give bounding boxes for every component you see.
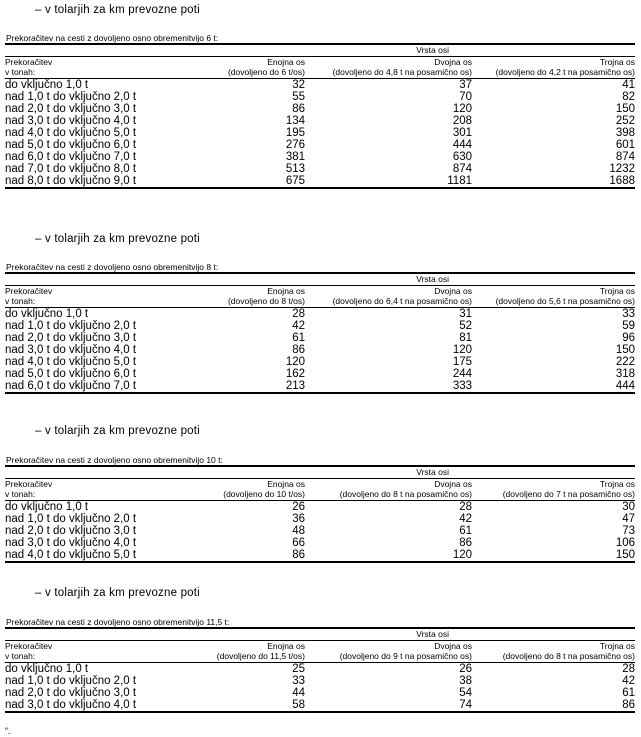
row-label: do vključno 1,0 t	[5, 79, 89, 91]
cell-value: 398	[615, 127, 635, 139]
column-headers	[5, 641, 635, 662]
cell-value: 31	[459, 308, 472, 320]
row-label: nad 3,0 t do vključno 4,0 t	[5, 344, 137, 356]
table-caption: Prekoračitev na cesti z dovoljeno osno obremenitvijo 8 t:	[6, 262, 219, 272]
cell-value: 44	[292, 687, 305, 699]
cell-value: 73	[622, 525, 635, 537]
cell-value: 38	[459, 675, 472, 687]
cell-value: 150	[615, 549, 635, 561]
cell-value: 58	[292, 699, 305, 711]
table-caption: Prekoračitev na cesti z dovoljeno osno obremenitvijo 10 t:	[6, 455, 223, 465]
cell-value: 601	[615, 139, 635, 151]
column-headers	[5, 286, 635, 307]
table-section-10t	[5, 455, 635, 563]
row-label: nad 8,0 t do vključno 9,0 t	[5, 175, 137, 187]
table-row	[5, 663, 635, 675]
col-header-line: Prekoračitev	[5, 57, 53, 67]
row-label: nad 1,0 t do vključno 2,0 t	[5, 91, 137, 103]
axle-type-header: Vrsta osi	[416, 274, 449, 284]
section-heading: – v tolarjih za km prevozne poti	[35, 4, 200, 16]
cell-value: 675	[285, 175, 305, 187]
cell-value: 1232	[609, 163, 635, 175]
cell-value: 874	[452, 163, 472, 175]
table-caption: Prekoračitev na cesti z dovoljeno osno obremenitvijo 11,5 t:	[6, 617, 230, 627]
col-header-line: v tonah:	[5, 66, 36, 77]
axle-type-header: Vrsta osi	[416, 629, 449, 639]
col-header-line: (dovoljeno do 11,5 t/os)	[216, 650, 305, 661]
cell-value: 630	[452, 151, 472, 163]
table-section-8t	[5, 262, 635, 394]
row-label: do vključno 1,0 t	[5, 663, 89, 675]
table-row	[5, 151, 635, 163]
col-header-line: v tonah:	[5, 488, 36, 499]
column-headers	[5, 479, 635, 500]
cell-value: 120	[452, 103, 472, 115]
cell-value: 66	[292, 537, 305, 549]
divider	[5, 187, 635, 189]
row-label: nad 3,0 t do vključno 4,0 t	[5, 115, 137, 127]
section-heading: – v tolarjih za km prevozne poti	[35, 425, 200, 437]
cell-value: 32	[292, 79, 305, 91]
row-label: nad 5,0 t do vključno 6,0 t	[5, 139, 137, 151]
table-body	[5, 308, 635, 392]
cell-value: 52	[459, 320, 472, 332]
cell-value: 381	[285, 151, 305, 163]
row-label: nad 1,0 t do vključno 2,0 t	[5, 675, 137, 687]
col-header-line: Prekoračitev	[5, 479, 53, 489]
cell-value: 86	[292, 549, 305, 561]
cell-value: 252	[615, 115, 635, 127]
divider	[5, 711, 635, 713]
cell-value: 333	[452, 380, 472, 392]
table-row	[5, 163, 635, 175]
cell-value: 26	[459, 663, 472, 675]
cell-value: 25	[292, 663, 305, 675]
cell-value: 175	[452, 356, 472, 368]
col-header-line: (dovoljeno do 9 t na posamično os)	[339, 650, 472, 661]
cell-value: 208	[452, 115, 472, 127]
cell-value: 42	[292, 320, 305, 332]
col-header-line: (dovoljeno do 10 t/os)	[223, 488, 305, 499]
col-header-line: Enojna os	[267, 641, 305, 651]
table-body	[5, 79, 635, 187]
col-header-line: (dovoljeno do 8 t na posamično os)	[339, 488, 472, 499]
table-row	[5, 332, 635, 344]
cell-value: 120	[452, 549, 472, 561]
col-header-line: Prekoračitev	[5, 641, 53, 651]
cell-value: 513	[285, 163, 305, 175]
cell-value: 74	[459, 699, 472, 711]
cell-value: 42	[459, 513, 472, 525]
row-label: nad 4,0 t do vključno 5,0 t	[5, 356, 137, 368]
cell-value: 874	[615, 151, 635, 163]
cell-value: 26	[292, 501, 305, 513]
table-row	[5, 139, 635, 151]
col-header-line: Enojna os	[267, 286, 305, 296]
cell-value: 33	[622, 308, 635, 320]
table-row	[5, 356, 635, 368]
col-header-line: v tonah:	[5, 295, 36, 306]
col-header-line: Enojna os	[267, 57, 305, 67]
divider	[5, 392, 635, 394]
col-header-line: Dvojna os	[434, 479, 472, 489]
table-row	[5, 344, 635, 356]
cell-value: 61	[292, 332, 305, 344]
table-row	[5, 308, 635, 320]
cell-value: 96	[622, 332, 635, 344]
table-row	[5, 380, 635, 392]
axle-type-header: Vrsta osi	[416, 45, 449, 55]
row-label: nad 4,0 t do vključno 5,0 t	[5, 127, 137, 139]
cell-value: 55	[292, 91, 305, 103]
table-row	[5, 687, 635, 699]
table-row	[5, 525, 635, 537]
row-label: nad 3,0 t do vključno 4,0 t	[5, 537, 137, 549]
cell-value: 36	[292, 513, 305, 525]
row-label: nad 6,0 t do vključno 7,0 t	[5, 151, 137, 163]
table-row	[5, 320, 635, 332]
cell-value: 213	[285, 380, 305, 392]
col-header-line: (dovoljeno do 6 t/os)	[227, 66, 305, 77]
row-label: do vključno 1,0 t	[5, 308, 89, 320]
section-heading: – v tolarjih za km prevozne poti	[35, 233, 200, 245]
cell-value: 150	[615, 344, 635, 356]
cell-value: 33	[292, 675, 305, 687]
cell-value: 82	[622, 91, 635, 103]
table-row	[5, 537, 635, 549]
cell-value: 48	[292, 525, 305, 537]
table-row	[5, 368, 635, 380]
col-header-line: (dovoljeno do 4,8 t na posamično os)	[332, 66, 472, 77]
cell-value: 37	[459, 79, 472, 91]
cell-value: 301	[452, 127, 472, 139]
cell-value: 47	[622, 513, 635, 525]
col-header-line: Dvojna os	[434, 641, 472, 651]
cell-value: 120	[452, 344, 472, 356]
col-header-line: (dovoljeno do 6,4 t na posamično os)	[332, 295, 472, 306]
col-header-line: Dvojna os	[434, 286, 472, 296]
table-row	[5, 115, 635, 127]
cell-value: 59	[622, 320, 635, 332]
cell-value: 86	[459, 537, 472, 549]
col-header-line: Enojna os	[267, 479, 305, 489]
col-header-line: v tonah:	[5, 650, 36, 661]
column-headers	[5, 57, 635, 78]
col-header-line: (dovoljeno do 7 t na posamično os)	[502, 488, 635, 499]
row-label: nad 1,0 t do vključno 2,0 t	[5, 513, 137, 525]
table-row	[5, 549, 635, 561]
cell-value: 30	[622, 501, 635, 513]
row-label: nad 4,0 t do vključno 5,0 t	[5, 549, 137, 561]
cell-value: 244	[452, 368, 472, 380]
col-header-line: (dovoljeno do 5,6 t na posamično os)	[495, 295, 635, 306]
col-header-line: Trojna os	[599, 479, 635, 489]
table-section-11-5t	[5, 617, 635, 713]
col-header-line: Trojna os	[599, 286, 635, 296]
row-label: nad 7,0 t do vključno 8,0 t	[5, 163, 137, 175]
footnote-mark: “.	[5, 726, 11, 736]
table-body	[5, 663, 635, 711]
cell-value: 162	[285, 368, 305, 380]
row-label: nad 1,0 t do vključno 2,0 t	[5, 320, 137, 332]
cell-value: 86	[622, 699, 635, 711]
cell-value: 28	[622, 663, 635, 675]
table-row	[5, 501, 635, 513]
row-label: nad 2,0 t do vključno 3,0 t	[5, 525, 137, 537]
cell-value: 28	[292, 308, 305, 320]
cell-value: 42	[622, 675, 635, 687]
table-row	[5, 699, 635, 711]
table-row	[5, 127, 635, 139]
table-body	[5, 501, 635, 561]
cell-value: 1181	[447, 175, 472, 187]
cell-value: 61	[459, 525, 472, 537]
row-label: nad 2,0 t do vključno 3,0 t	[5, 687, 137, 699]
col-header-line: Dvojna os	[434, 57, 472, 67]
row-label: nad 2,0 t do vključno 3,0 t	[5, 103, 137, 115]
axle-type-header: Vrsta osi	[416, 467, 449, 477]
cell-value: 444	[615, 380, 635, 392]
col-header-line: Trojna os	[599, 57, 635, 67]
table-row	[5, 175, 635, 187]
row-label: do vključno 1,0 t	[5, 501, 89, 513]
row-label: nad 6,0 t do vključno 7,0 t	[5, 380, 137, 392]
col-header-line: (dovoljeno do 4,2 t na posamično os)	[495, 66, 635, 77]
table-row	[5, 513, 635, 525]
table-row	[5, 79, 635, 91]
col-header-line: (dovoljeno do 8 t na posamično os)	[502, 650, 635, 661]
cell-value: 318	[615, 368, 635, 380]
cell-value: 1688	[609, 175, 635, 187]
cell-value: 150	[615, 103, 635, 115]
row-label: nad 5,0 t do vključno 6,0 t	[5, 368, 137, 380]
table-section-6t	[5, 33, 635, 189]
row-label: nad 2,0 t do vključno 3,0 t	[5, 332, 137, 344]
cell-value: 134	[285, 115, 305, 127]
cell-value: 444	[452, 139, 472, 151]
cell-value: 222	[615, 356, 635, 368]
cell-value: 195	[285, 127, 305, 139]
table-row	[5, 103, 635, 115]
cell-value: 61	[622, 687, 635, 699]
section-heading: – v tolarjih za km prevozne poti	[35, 587, 200, 599]
cell-value: 70	[459, 91, 472, 103]
cell-value: 41	[622, 79, 635, 91]
col-header-line: Prekoračitev	[5, 286, 53, 296]
cell-value: 106	[615, 537, 635, 549]
table-row	[5, 91, 635, 103]
cell-value: 86	[292, 344, 305, 356]
table-row	[5, 675, 635, 687]
cell-value: 86	[292, 103, 305, 115]
cell-value: 54	[459, 687, 472, 699]
divider	[5, 561, 635, 563]
cell-value: 81	[459, 332, 472, 344]
cell-value: 276	[285, 139, 305, 151]
cell-value: 28	[459, 501, 472, 513]
row-label: nad 3,0 t do vključno 4,0 t	[5, 699, 137, 711]
table-caption: Prekoračitev na cesti z dovoljeno osno obremenitvijo 6 t:	[6, 33, 219, 43]
col-header-line: Trojna os	[599, 641, 635, 651]
col-header-line: (dovoljeno do 8 t/os)	[227, 295, 305, 306]
cell-value: 120	[285, 356, 305, 368]
